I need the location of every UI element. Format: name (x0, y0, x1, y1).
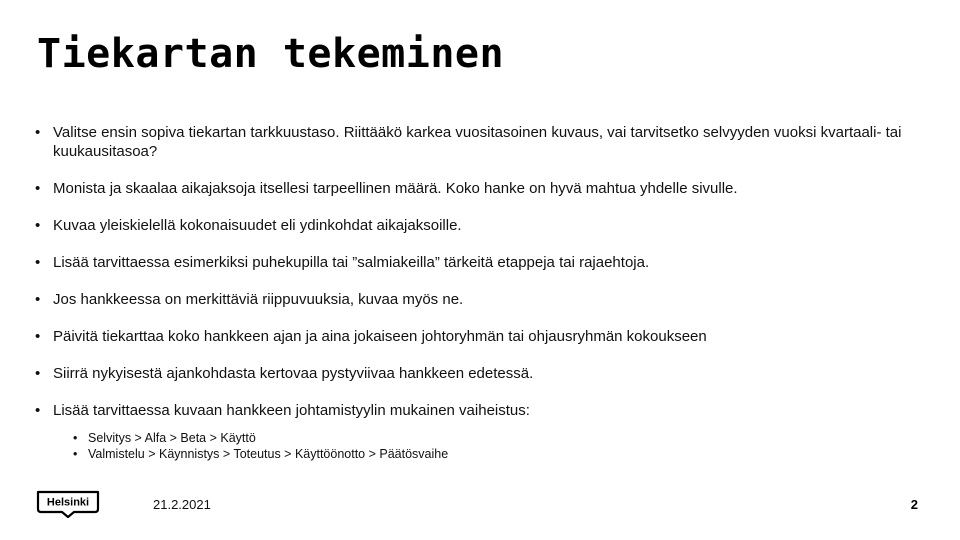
bullet-item: • Päivitä tiekarttaa koko hankkeen ajan ja aina jokaiseen johtoryhmän tai ohjausryhmän kokoukseen (35, 327, 915, 346)
bullet-item: • Lisää tarvittaessa kuvaan hankkeen johtamistyylin mukainen vaiheistus: (35, 401, 915, 420)
sub-bullet-item: • Valmistelu > Käynnistys > Toteutus > Käyttöönotto > Päätösvaihe (73, 446, 448, 462)
bullet-item: • Monista ja skaalaa aikajaksoja itsellesi tarpeellinen määrä. Koko hanke on hyvä mahtua yhdelle sivulle. (35, 179, 915, 198)
bullet-list (35, 123, 915, 426)
page-number: 2 (910, 497, 918, 512)
logo-text: Helsinki (46, 496, 90, 509)
footer-date: 21.2.2021 (153, 497, 211, 512)
bullet-item: • Jos hankkeessa on merkittäviä riippuvuuksia, kuvaa myös ne. (35, 290, 915, 309)
slide-title: Tiekartan tekeminen (37, 31, 505, 77)
sub-bullet-list (73, 430, 448, 462)
bullet-item: • Lisää tarvittaessa esimerkiksi puhekupilla tai ”salmiakeilla” tärkeitä etappeja tai rajaehtoja. (35, 253, 915, 272)
bullet-item: • Siirrä nykyisestä ajankohdasta kertovaa pystyviivaa hankkeen edetessä. (35, 364, 915, 383)
sub-bullet-item: • Selvitys > Alfa > Beta > Käyttö (73, 430, 448, 446)
bullet-item: • Valitse ensin sopiva tiekartan tarkkuustaso. Riittääkö karkea vuositasoinen kuvaus, vai tarvitsetko selvyyden vuoksi kvartaali- tai kuukausitasoa? (35, 123, 915, 161)
helsinki-logo (36, 490, 100, 518)
bullet-item: • Kuvaa yleiskielellä kokonaisuudet eli ydinkohdat aikajaksoille. (35, 216, 915, 235)
